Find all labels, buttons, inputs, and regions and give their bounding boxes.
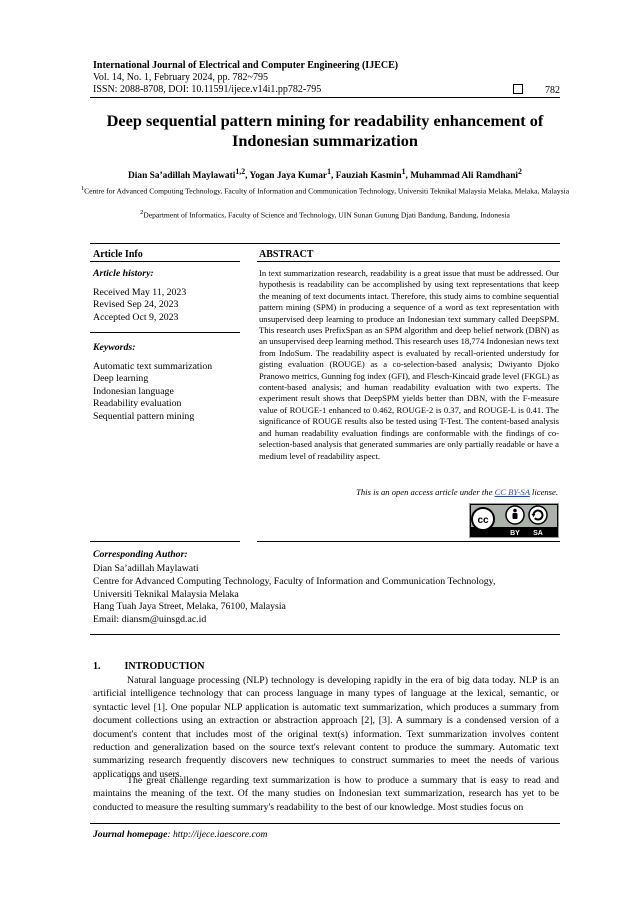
paper-title: Deep sequential pattern mining for readability enhancement of Indonesian summarization	[106, 111, 544, 150]
affil-sup: 1	[80, 185, 85, 192]
cc-icon	[472, 508, 494, 530]
intro-paragraph-2: The great challenge regarding text summarization is how to produce a summary that is easy to read and maintains the meaning of the text. Of the many studies on Indonesian text summarization, research has yet to be conducted to measure the resulting summary's readability to the best of our knowledge. Most studies focus on	[93, 775, 559, 813]
corr-line: Universiti Teknikal Malaysia Melaka	[93, 588, 239, 600]
affiliation-1	[80, 184, 570, 197]
oa-prefix: This is an open access article under the	[356, 487, 493, 497]
keyword-item: Indonesian language	[93, 385, 174, 397]
affiliation-2	[80, 208, 570, 221]
affil-text: Centre for Advanced Computing Technology, Faculty of Information and Communication Technology, Universiti Teknikal Malaysia Melaka, Melaka, Malaysia	[84, 186, 570, 196]
intro-heading-text: INTRODUCTION	[124, 661, 205, 672]
section-rule-top	[90, 243, 560, 244]
received-date: Received May 11, 2023	[93, 286, 187, 298]
article-history	[93, 268, 239, 324]
history-label: Article history:	[93, 268, 154, 279]
corr-rule-left	[90, 541, 240, 542]
author-sup: 1,2	[235, 167, 246, 176]
keywords-rule	[90, 332, 240, 333]
intro-paragraph-1: Natural language processing (NLP) technology is developing rapidly in the era of big data today. NLP is an artificial intelligence technology that can process language in many types of language at the lexical, semantic, or syntactic level [1]. One popular NLP application is automatic text summarization, which produces a summary from document collections using an extraction or abstraction approach [2], [3]. A summary is a condensed version of a document's content that includes most of the original text(s) information. Text summarization involves content reduction and generalization based on the source text's relevant content to produce the summary. Automatic text summarizing research frequently discovers new techniques to construct summaries to meet the needs of various applications and users.	[93, 675, 559, 780]
affil-sup: 2	[140, 209, 144, 216]
corr-email: Email: diansm@uinsgd.ac.id	[93, 614, 207, 626]
article-info-rule	[90, 261, 240, 262]
badge-sa-label: SA	[533, 530, 543, 537]
author-sup: 1	[327, 167, 331, 176]
homepage-label: Journal homepage	[93, 829, 168, 840]
revised-date: Revised Sep 24, 2023	[93, 299, 179, 310]
keywords-block	[93, 342, 239, 423]
page-number-block	[513, 84, 560, 96]
by-person-icon	[506, 506, 524, 524]
author-name: Dian Sa’adillah Maylawati	[128, 171, 236, 182]
open-access-note	[356, 487, 558, 497]
journal-volume: Vol. 14, No. 1, February 2024, pp. 782~795	[93, 72, 268, 83]
sa-share-icon	[529, 506, 547, 524]
header-rule	[90, 97, 560, 98]
corresponding-block	[93, 563, 563, 627]
cc-badge-graphic	[470, 504, 558, 537]
author-name: Fauziah Kasmin	[335, 171, 402, 182]
keyword-item: Readability evaluation	[93, 398, 182, 409]
journal-issn: ISSN: 2088-8708, DOI: 10.11591/ijece.v14i1.pp782-795	[93, 84, 322, 95]
page-number: 782	[545, 85, 560, 96]
svg-text:cc: cc	[477, 515, 489, 526]
cc-by-sa-badge[interactable]	[469, 503, 559, 538]
intro-heading-num: 1.	[93, 661, 101, 672]
corr-rule-right	[257, 541, 560, 542]
intro-heading	[93, 661, 205, 672]
abstract-heading: ABSTRACT	[259, 249, 314, 260]
author-name: Yogan Jaya Kumar	[249, 171, 328, 182]
article-info-heading: Article Info	[93, 249, 143, 260]
author-sup: 2	[518, 167, 522, 176]
abstract-rule	[257, 261, 560, 262]
author-list: Dian Sa’adillah Maylawati$^{1,2}$, Yogan Jaya Kumar$^1$, Fauziah Kasmin$^1$, Muhammad Ali Ramdhani$^2$	[128, 167, 522, 182]
keyword-item: Deep learning	[93, 373, 149, 384]
corresponding-label: Corresponding Author:	[93, 549, 188, 560]
abstract-text: In text summarization research, readability is a great issue that must be addressed. Our hypothesis is readability can be accomplished by using text representations that keep the meaning of text documents intact. Therefore, this study aims to combine sequential pattern mining (SPM) in producing a sequence of a word as text representation with unsupervised deep learning to produce an Indonesian text summary called DeepSPM. This research uses PrefixSpan as an SPM algorithm and deep belief network (DBN) as an unsupervised deep learning method. This research uses 18,774 Indonesian news text from IndoSum. The readability aspect is evaluated by recall-oriented understudy for gisting evaluation (ROUGE) as a co-selection-based analysis; Dwiyanto Djoko Pranowo metrics, Gunning fog index (GFI), and Flesch-Kincaid grade level (FKGL) as content-based analysis; and human readability evaluation with two experts. The experiment result shows that DeepSPM yields better than DBN, with the F-measure value of ROUGE-1 enhanced to 0.462, ROUGE-2 is 0.37, and ROUGE-L is 0.41. The significance of ROUGE results also be tested using T-Test. The content-based analysis and human readability evaluation findings are conformable with the findings of co-selection-based analysis that generated summaries are only partially readable or have a medium level of readability aspect.	[259, 268, 559, 461]
square-icon	[513, 84, 523, 94]
oa-suffix: license.	[531, 487, 558, 497]
journal-name: International Journal of Electrical and Computer Engineering (IJECE)	[93, 60, 399, 71]
keyword-item: Automatic text summarization	[93, 360, 213, 372]
corr-name: Dian Sa’adillah Maylawati	[93, 563, 199, 574]
corr-bottom-rule	[90, 634, 560, 635]
keywords-label: Keywords:	[93, 342, 136, 353]
corr-line: Centre for Advanced Computing Technology, Faculty of Information and Communication Technology,	[93, 575, 496, 587]
keyword-item: Sequential pattern mining	[93, 410, 195, 422]
accepted-date: Accepted Oct 9, 2023	[93, 311, 179, 323]
author-sup: 1	[401, 167, 406, 176]
badge-by-label: BY	[510, 530, 520, 537]
author-name: Muhammad Ali Ramdhani	[410, 171, 519, 182]
footer-rule	[90, 823, 560, 824]
affil-text: Department of Informatics, Faculty of Science and Technology, UIN Sunan Gunung Djati Bandung, Bandung, Indonesia	[143, 210, 510, 220]
journal-homepage	[93, 829, 267, 840]
corr-line: Hang Tuah Jaya Street, Melaka, 76100, Malaysia	[93, 601, 286, 613]
license-link[interactable]: CC BY-SA	[494, 487, 530, 497]
homepage-url: : http://ijece.iaescore.com	[167, 829, 268, 840]
